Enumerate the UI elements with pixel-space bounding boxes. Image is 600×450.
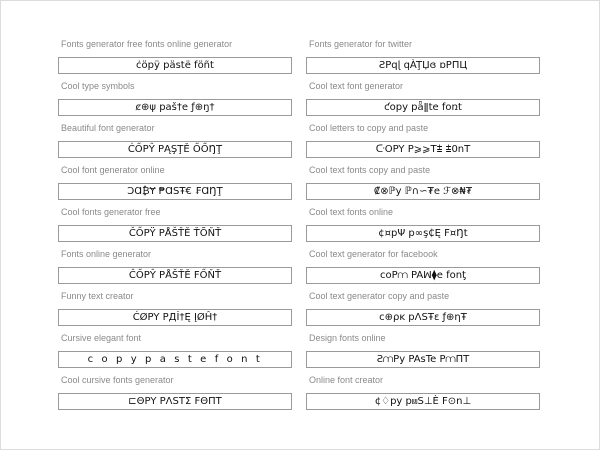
font-sample-box[interactable]: ĆŐPŶ PĄŞŢĚ ŐŐŊŢ [58,141,292,158]
font-style-label: Cool font generator online [61,165,165,175]
font-style-label: Fonts generator free fonts online generator [61,39,233,49]
font-style-label: Cool cursive fonts generator [61,375,174,385]
font-sample-box[interactable]: Ƨ⩋Py PAsTe P⩋ΠT [306,351,540,368]
font-sample-box[interactable]: ĆØPY PДİ†Ę ĮØĤ† [58,309,292,326]
font-style-label: Cool text fonts copy and paste [309,165,431,175]
font-style-item [58,333,292,375]
font-style-label: Cool text font generator [309,81,404,91]
font-sample-box[interactable]: ȼ⊕ψ paš†e ƒ⊕ŋ† [58,99,292,116]
font-style-item [58,39,292,81]
font-style-item [306,375,540,417]
left-column [58,39,292,417]
font-style-label: Cool type symbols [61,81,135,91]
font-sample-box[interactable]: ¢¤pΨ p∞ş₵Ę F¤Ŋt [306,225,540,242]
font-sample-box[interactable]: ƧPqɭ qÀŢЏɞ ɒPПЦ [306,57,540,74]
font-style-item [306,165,540,207]
font-sample-box[interactable]: c⊕ρĸ pΛSŦε ƒ⊕ηŦ [306,309,540,326]
font-sample-box[interactable]: ĈŐPŶ PÅŠŤĚ FŐŇŤ [58,267,292,284]
font-style-item [58,249,292,291]
font-sample-box[interactable]: ƈopy pǟǁte foռt [306,99,540,116]
font-style-label: Beautiful font generator [61,123,155,133]
font-sample-box[interactable]: ₡⊗ℙy ℙ∩∽₮e ℱ⊗₦₮ [306,183,540,200]
font-style-item [306,81,540,123]
font-sample-box[interactable]: ČŐPŸ PÅŠŤĚ ŤÕŇŤ [58,225,292,242]
font-sample-box[interactable]: c o p y p a s t e f o n t [58,351,292,368]
font-style-label: Cool text fonts online [309,207,394,217]
right-column [306,39,540,417]
font-sample-box[interactable]: ⊏ΘPY PΛSTΣ FΘПT [58,393,292,410]
font-style-label: Cursive elegant font [61,333,142,343]
font-sample-box[interactable]: ¢♢py p⩏S⊥È F⊙n⊥ [306,393,540,410]
font-style-item [58,81,292,123]
font-style-item [306,207,540,249]
font-style-label: Design fonts online [309,333,386,343]
font-style-label: Cool fonts generator free [61,207,161,217]
font-style-label: Cool text generator copy and paste [309,291,450,301]
font-style-item [306,123,540,165]
font-style-item [306,249,540,291]
font-style-label: Cool text generator for facebook [309,249,438,259]
font-sample-box[interactable]: ƆⱭ₿Ɏ ₱ⱭSŦ€ ₣ⱭŊŢ [58,183,292,200]
font-style-item [58,291,292,333]
font-sample-box[interactable]: ċöpÿ pästë föñt [58,57,292,74]
font-style-label: Cool letters to copy and paste [309,123,429,133]
font-sample-box[interactable]: ᑢOPY P⩾⩾T⩲ ⩲0nT [306,141,540,158]
font-style-label: Fonts online generator [61,249,152,259]
font-style-label: Funny text creator [61,291,134,301]
font-sample-box[interactable]: coP⩋ PAꟽ⧫e fonƫ [306,267,540,284]
font-style-item [306,291,540,333]
font-style-item [58,207,292,249]
font-style-label: Fonts generator for twitter [309,39,413,49]
font-style-item [58,165,292,207]
font-style-item [58,375,292,417]
font-style-item [306,333,540,375]
font-style-label: Online font creator [309,375,384,385]
font-style-item [306,39,540,81]
font-style-item [58,123,292,165]
